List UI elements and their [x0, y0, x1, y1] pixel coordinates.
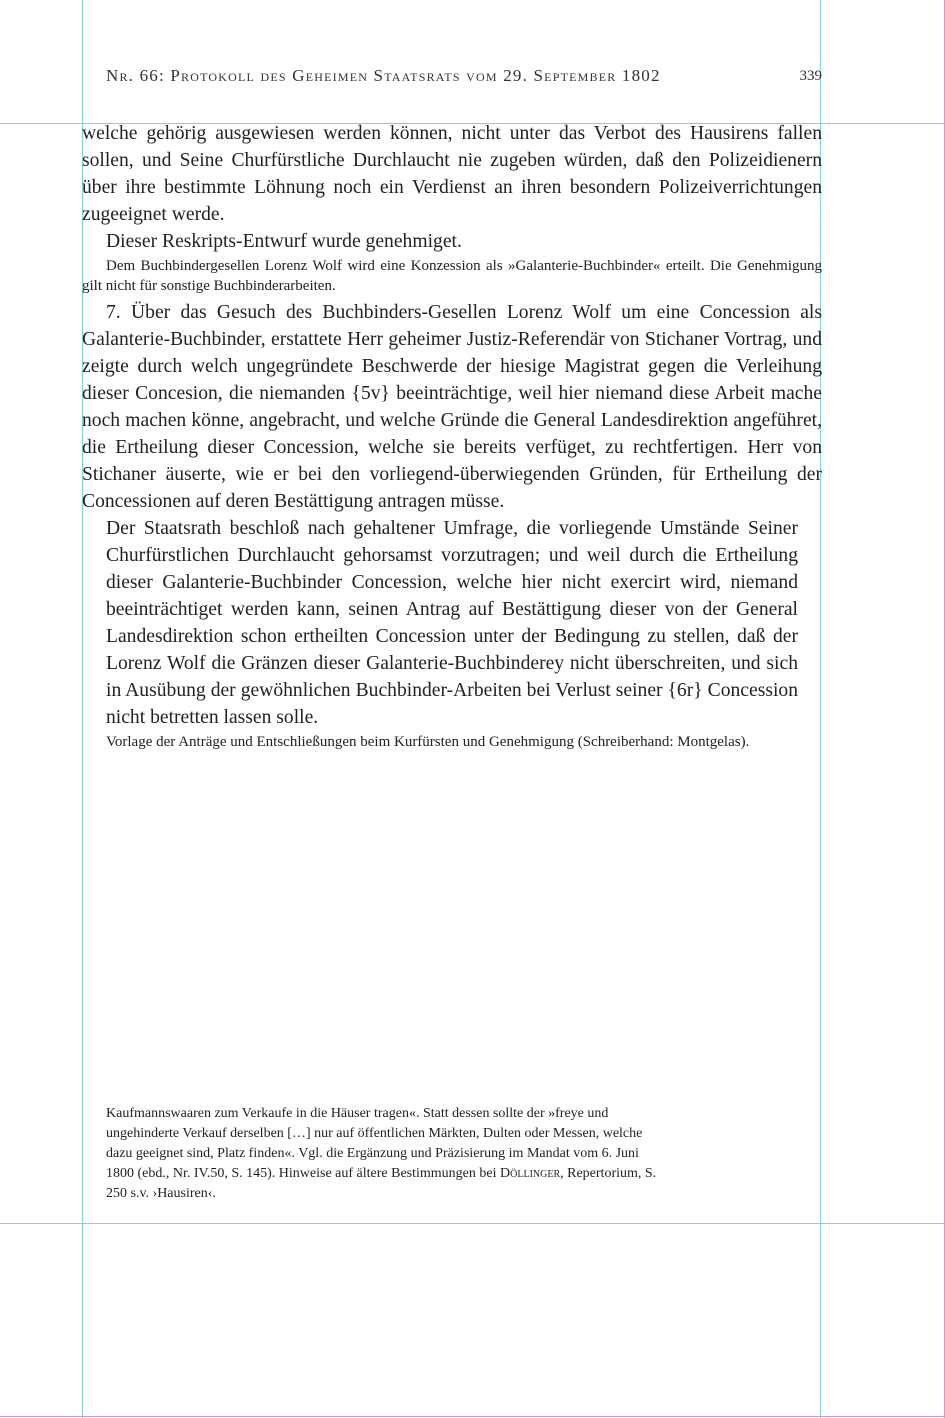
resolution-paragraph: Der Staatsrath beschloß nach gehaltener Umfrage, die vorliegende Umstände Seiner Churfürstlichen Durchlaucht gehorsamst vorzutragen; und weil durch die Ertheilung dieser Galanterie-Buchbinder Concession, welche hier nicht exercirt wird, niemand beeinträchtiget werden kann, seinen Antrag auf Bestättigung dieser von der General Landesdirektion schon ertheilten Concession unter der Bedingung zu stellen, daß der Lorenz Wolf die Gränzen dieser Galanterie-Buchbinderey nicht überschreiten, und sich in Ausübung der gewöhnlichen Buchbinder-Arbeiten bei Verlust seiner {6r} Concession nicht betretten lassen solle.: [106, 518, 798, 728]
page-number: 339: [799, 68, 822, 84]
approval-paragraph: Dieser Reskripts-Entwurf wurde genehmiget.: [106, 231, 462, 252]
footnote-text: Kaufmannswaaren zum Verkaufe in die Häuser tragen«. Statt dessen sollte der »freye und ungehinderte Verkauf derselben […] nur auf öffentlichen Märkten, Dulten oder Messen, welche dazu geeignet sind, Platz finden«. Vgl. die Ergänzung und Präzisierung im Mandat vom 6. Juni 1800 (ebd., Nr. IV.50, S. 145). Hinweise auf ältere Bestimmungen bei: [106, 1106, 643, 1181]
continuation-paragraph: welche gehörig ausgewiesen werden können, nicht unter das Verbot des Hausirens fallen sollen, und Seine Churfürstliche Durchlaucht nie zugeben würden, daß den Polizeidienern über ihre bestimmte Löhnung noch ein Verdienst an ihren besondern Polizeiverrichtungen zugeeignet werde.: [82, 123, 822, 225]
item-7-paragraph: 7. Über das Gesuch des Buchbinders-Gesellen Lorenz Wolf um eine Concession als Galanterie-Buchbinder, erstattete Herr geheimer Justiz-Referendär von Stichaner Vortrag, und zeigte durch welch ungegründete Beschwerde der hiesige Magistrat gegen die Verleihung dieser Concesion, die niemanden {5v} beeinträchtige, weil hier niemand diese Arbeit mache noch machen könne, angebracht, und welche Gründe die General Landesdirektion angeführet, die Ertheilung dieser Concession, welche sie bereits verfüget, zu rechtfertigen. Herr von Stichaner äuserte, wie er bei den vorliegend-überwiegenden Gründen, für Ertheilung der Concessionen auf deren Bestättigung antragen müsse.: [82, 302, 822, 512]
approval-note: Vorlage der Anträge und Entschließungen beim Kurfürsten und Genehmigung (Schreiberhand: Montgelas).: [106, 734, 750, 750]
running-title: Nr. 66: Protokoll des Geheimen Staatsrats vom 29. September 1802: [106, 66, 661, 85]
footnote: [106, 1104, 666, 1204]
running-header: [106, 66, 822, 90]
regest-summary: Dem Buchbindergesellen Lorenz Wolf wird eine Konzession als »Galanterie-Buchbinder« erteilt. Die Genehmigung gilt nicht für sonstige Buchbinderarbeiten.: [82, 258, 822, 294]
page-edge-bottom: [0, 1416, 945, 1417]
footnote-reference: , Repertorium, S. 250 s.v. ›Hausiren‹.: [106, 1166, 657, 1201]
footnote-author: Döllinger: [500, 1166, 561, 1181]
main-text: [82, 120, 822, 752]
bottom-text-guide: [0, 1223, 945, 1224]
